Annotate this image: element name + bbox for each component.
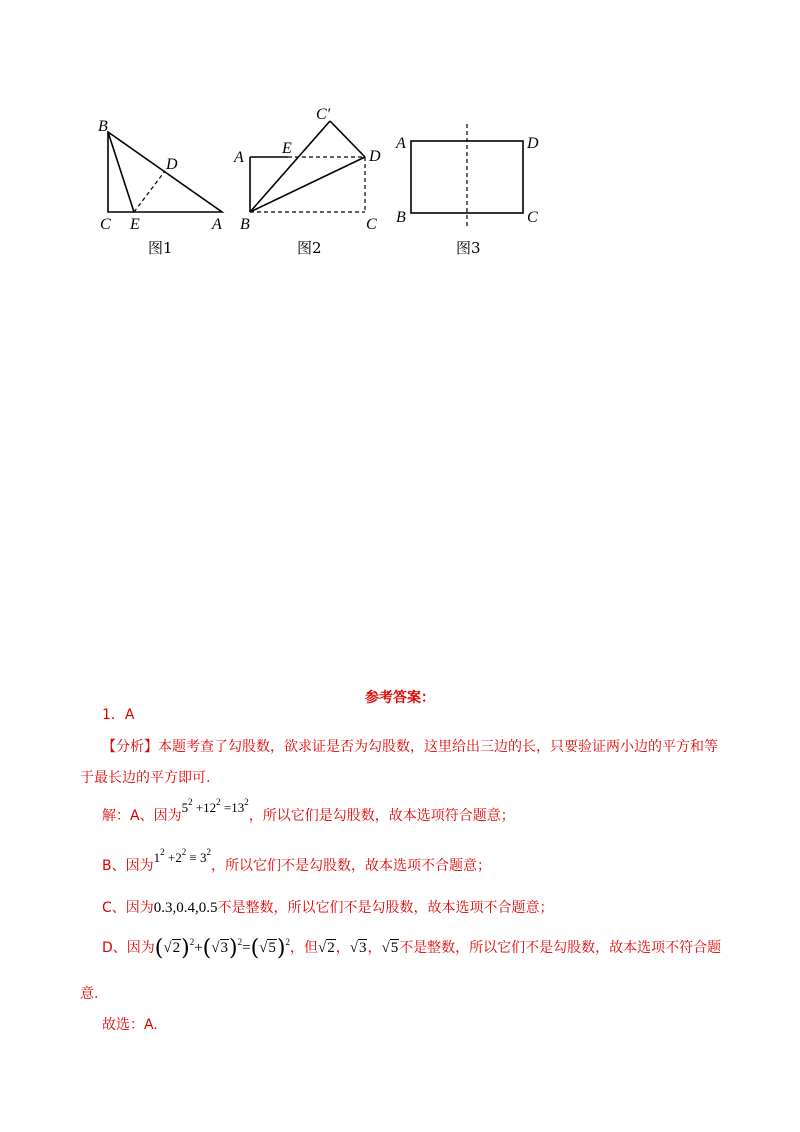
option-c-values: 0.3,0.4,0.5 (153, 900, 218, 916)
fig3-label-C: C (527, 209, 538, 226)
fig1-segment-BE (108, 132, 134, 212)
option-d-prefix: D、因为 (102, 940, 155, 956)
option-b-explanation (102, 847, 492, 876)
question-1-answer: 1．A (102, 707, 135, 723)
option-a-explanation (102, 797, 515, 826)
fig2-label-A: A (234, 149, 244, 166)
fig1-label-E: E (130, 216, 140, 233)
fig3-label-B: B (396, 209, 406, 226)
answers-title: 参考答案： (365, 690, 435, 706)
fig2-label-B: B (240, 216, 250, 233)
figure-3 (411, 124, 523, 228)
conclusion: 故选：A. (102, 1017, 158, 1033)
option-c-suffix: 不是整数，所以它们不是勾股数，故本选项不合题意； (217, 900, 554, 916)
analysis-line-1: 【分析】本题考查了勾股数，欲求证是否为勾股数，这里给出三边的长，只要验证两小边的平方和等 (102, 739, 718, 755)
analysis-line-2: 于最长边的平方即可. (80, 770, 211, 786)
figure-2 (250, 121, 365, 212)
option-d-line-2: 意. (80, 986, 99, 1002)
option-a-equation: $5^2 +12^2 =13^2$ (181, 797, 249, 815)
fig1-label-A: A (212, 216, 222, 233)
fig2-label-D: D (369, 148, 381, 165)
figure-1 (108, 132, 222, 212)
fig1-triangle (108, 132, 222, 212)
option-d-explanation: D、因为$(√2)^2+(√3)^2=(√5)^2$，但√2，√3，√5不是整数，所以它们不是勾股数，故本选项不符合题 (102, 936, 722, 961)
option-d-suffix: 不是整数，所以它们不是勾股数，故本选项不符合题 (399, 940, 722, 956)
fig3-label-A: A (396, 135, 406, 152)
fig1-label-B: B (98, 118, 108, 135)
option-b-suffix: ，所以它们不是勾股数，故本选项不合题意； (211, 858, 492, 874)
fig2-label-C: C (366, 216, 377, 233)
geometry-figures (0, 0, 800, 270)
fig1-label-D: D (166, 156, 178, 173)
option-d-equation: $(√2)^2+(√3)^2=(√5)^2$ (154, 936, 290, 961)
option-a-suffix: ，所以它们是勾股数，故本选项符合题意； (248, 808, 515, 824)
fig2-fold-BCprime (250, 121, 330, 212)
fig1-dashed-ED (134, 171, 165, 212)
fig3-caption: 图3 (456, 239, 481, 257)
option-b-equation: $1^2 +2^2 \equiv 3^2$ (153, 847, 212, 865)
option-b-prefix: B、因为 (102, 858, 154, 874)
option-d-root-3: √3 (349, 940, 367, 956)
fig2-caption: 图2 (297, 239, 322, 257)
fig1-caption: 图1 (148, 239, 173, 257)
fig2-diagonal-BD (250, 157, 365, 212)
option-c-prefix: C、因为 (102, 900, 154, 916)
option-d-root-5: √5 (381, 940, 399, 956)
option-c-explanation (102, 898, 554, 918)
option-a-prefix: 解：A、因为 (102, 808, 182, 824)
fig2-label-Cprime: C′ (316, 106, 331, 123)
fig1-label-C: C (100, 216, 111, 233)
option-d-root-2: √2 (317, 940, 335, 956)
fig2-label-E: E (282, 140, 292, 157)
fig2-fold-CprimeD (330, 121, 365, 157)
fig3-label-D: D (527, 135, 539, 152)
